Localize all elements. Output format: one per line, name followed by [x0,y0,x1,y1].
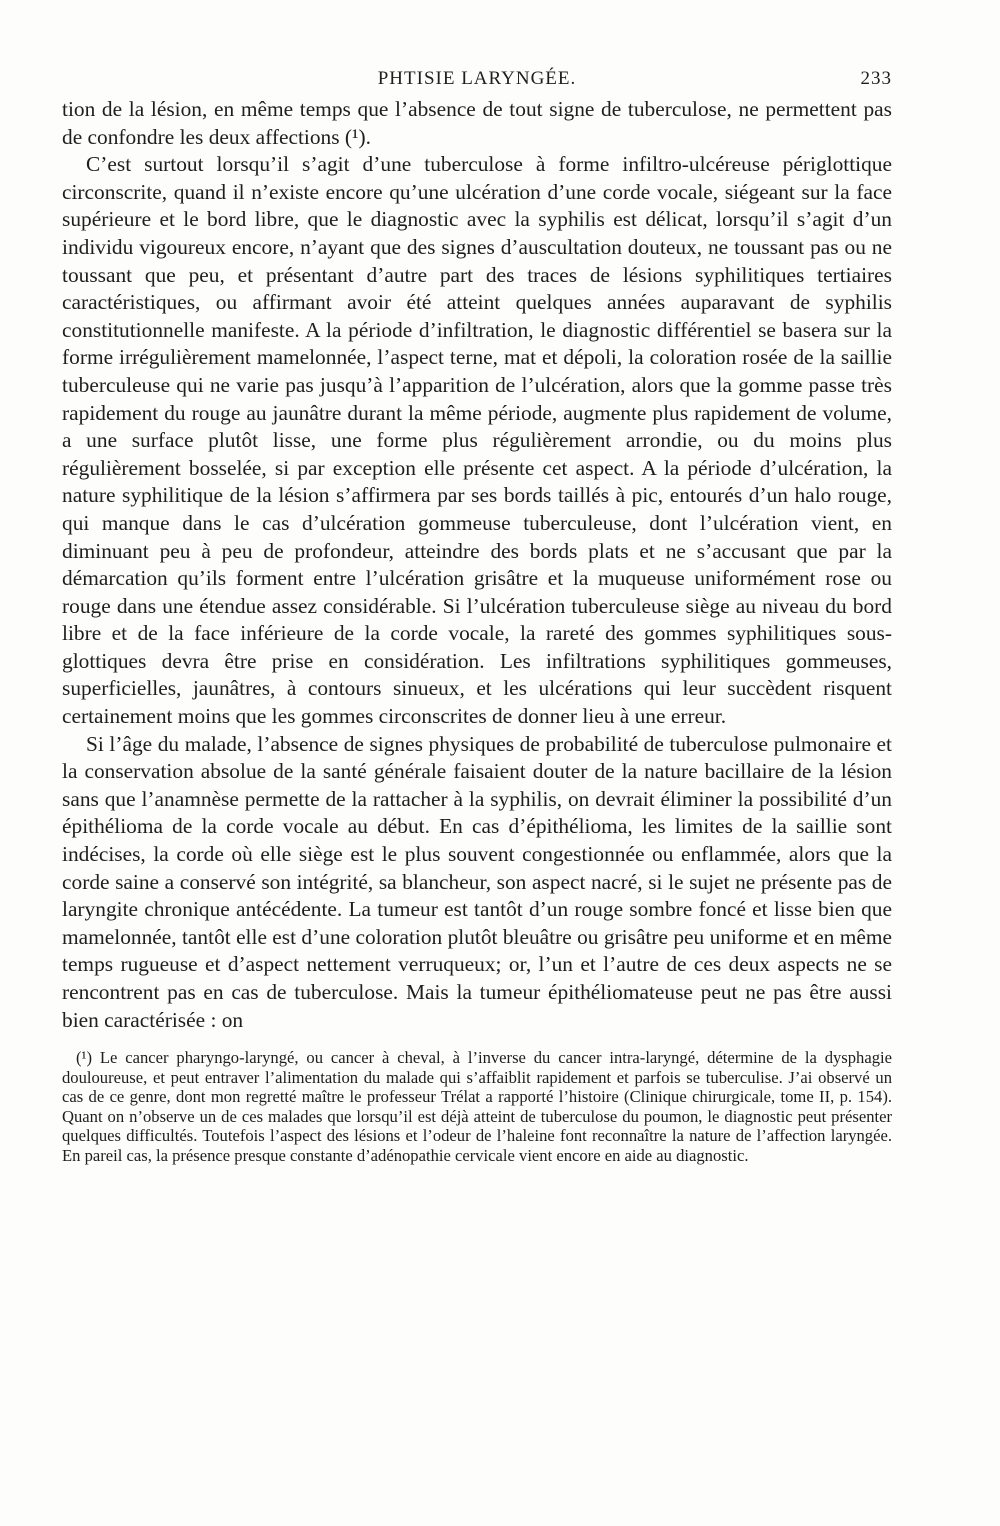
footnote: (¹) Le cancer pharyngo-laryngé, ou cancer à cheval, à l’inverse du cancer intra-laryngé, détermine de la dysphagie douloureuse, et peut entraver l’alimentation du malade qui s’affaiblit rapidement et parfois se tuberculise. J’ai observé un cas de ce genre, dont mon regretté maître le professeur Trélat a rapporté l’histoire (Clinique chirurgicale, tome II, p. 154). Quant on n’observe un de ces malades que lorsqu’il est déjà atteint de tuberculose du poumon, le diagnostic peut présenter quelques difficultés. Toutefois l’aspect des lésions et l’odeur de l’haleine font reconnaître la nature de l’affection laryngée. En pareil cas, la présence presque constante d’adénopathie cervicale vient encore en aide au diagnostic. [62,1048,892,1165]
paragraph: C’est surtout lorsqu’il s’agit d’une tuberculose à forme infiltro-ulcéreuse périglottique circonscrite, quand il n’existe encore qu’une ulcération d’une corde vocale, siégeant sur la face supérieure et le bord libre, que le diagnostic avec la syphilis est délicat, lorsqu’il s’agit d’un individu vigoureux encore, n’ayant que des signes d’auscultation douteux, ne toussant pas ou ne toussant que peu, et présentant d’autre part des traces de lésions syphilitiques tertiaires caractéristiques, ou affirmant avoir été atteint quelques années auparavant de syphilis constitutionnelle manifeste. A la période d’infiltration, le diagnostic différentiel se basera sur la forme irrégulièrement mamelonnée, l’aspect terne, mat et dépoli, la coloration rosée de la saillie tuberculeuse qui ne varie pas jusqu’à l’apparition de l’ulcération, alors que la gomme passe très rapidement du rouge au jaunâtre durant la même période, augmente plus rapidement de volume, a une surface plutôt lisse, une forme plus régulièrement arrondie, ou du moins plus régulièrement bosselée, si par exception elle présente cet aspect. A la période d’ulcération, la nature syphilitique de la lésion s’affirmera par ses bords taillés à pic, entourés d’un halo rouge, qui manque dans le cas d’ulcération gommeuse tuberculeuse, dont l’ulcération vient, en diminuant peu à peu de profondeur, atteindre des bords plats et ne s’accusant que par la démarcation qu’ils forment entre l’ulcération grisâtre et la muqueuse uniformément rose ou rouge dans une étendue assez considérable. Si l’ulcération tuberculeuse siège au niveau du bord libre et de la face inférieure de la corde vocale, la rareté des gommes syphilitiques sous-glottiques devra être prise en considération. Les infiltrations syphilitiques gommeuses, superficielles, jaunâtres, à contours sinueux, et les ulcérations qui leur succèdent risquent certainement moins que les gommes circonscrites de donner lieu à une erreur. [62,152,892,729]
page-header [62,68,892,96]
running-title: PHTISIE LARYNGÉE. [377,68,577,89]
footnotes [62,1048,892,1165]
body-text [62,96,892,1034]
paragraph: Si l’âge du malade, l’absence de signes physiques de probabilité de tuberculose pulmonaire et la conservation absolue de la santé générale faisaient douter de la nature bacillaire de la lésion sans que l’anamnèse permette de la rattacher à la syphilis, on devrait éliminer la possibilité d’un épithélioma de la corde vocale au début. En cas d’épithélioma, les limites de la saillie sont indécises, la corde où elle siège est le plus souvent congestionnée ou enflammée, alors que la corde saine a conservé son intégrité, sa blancheur, son aspect nacré, si le sujet ne présente pas de laryngite chronique antécédente. La tumeur est tantôt d’un rouge sombre foncé et lisse bien que mamelonnée, tantôt elle est d’une coloration plutôt bleuâtre ou grisâtre peu uniforme et en même temps rugueuse et d’aspect nettement verruqueux; or, l’un et l’autre de ces deux aspects ne se rencontrent pas en cas de tuberculose. Mais la tumeur épithéliomateuse peut ne pas être aussi bien caractérisée : on [62,731,892,1032]
book-page [62,68,892,1165]
paragraph-continued: tion de la lésion, en même temps que l’absence de tout signe de tuberculose, ne permettent pas de confondre les deux affections (¹). [62,97,892,149]
page-number: 233 [860,68,892,89]
